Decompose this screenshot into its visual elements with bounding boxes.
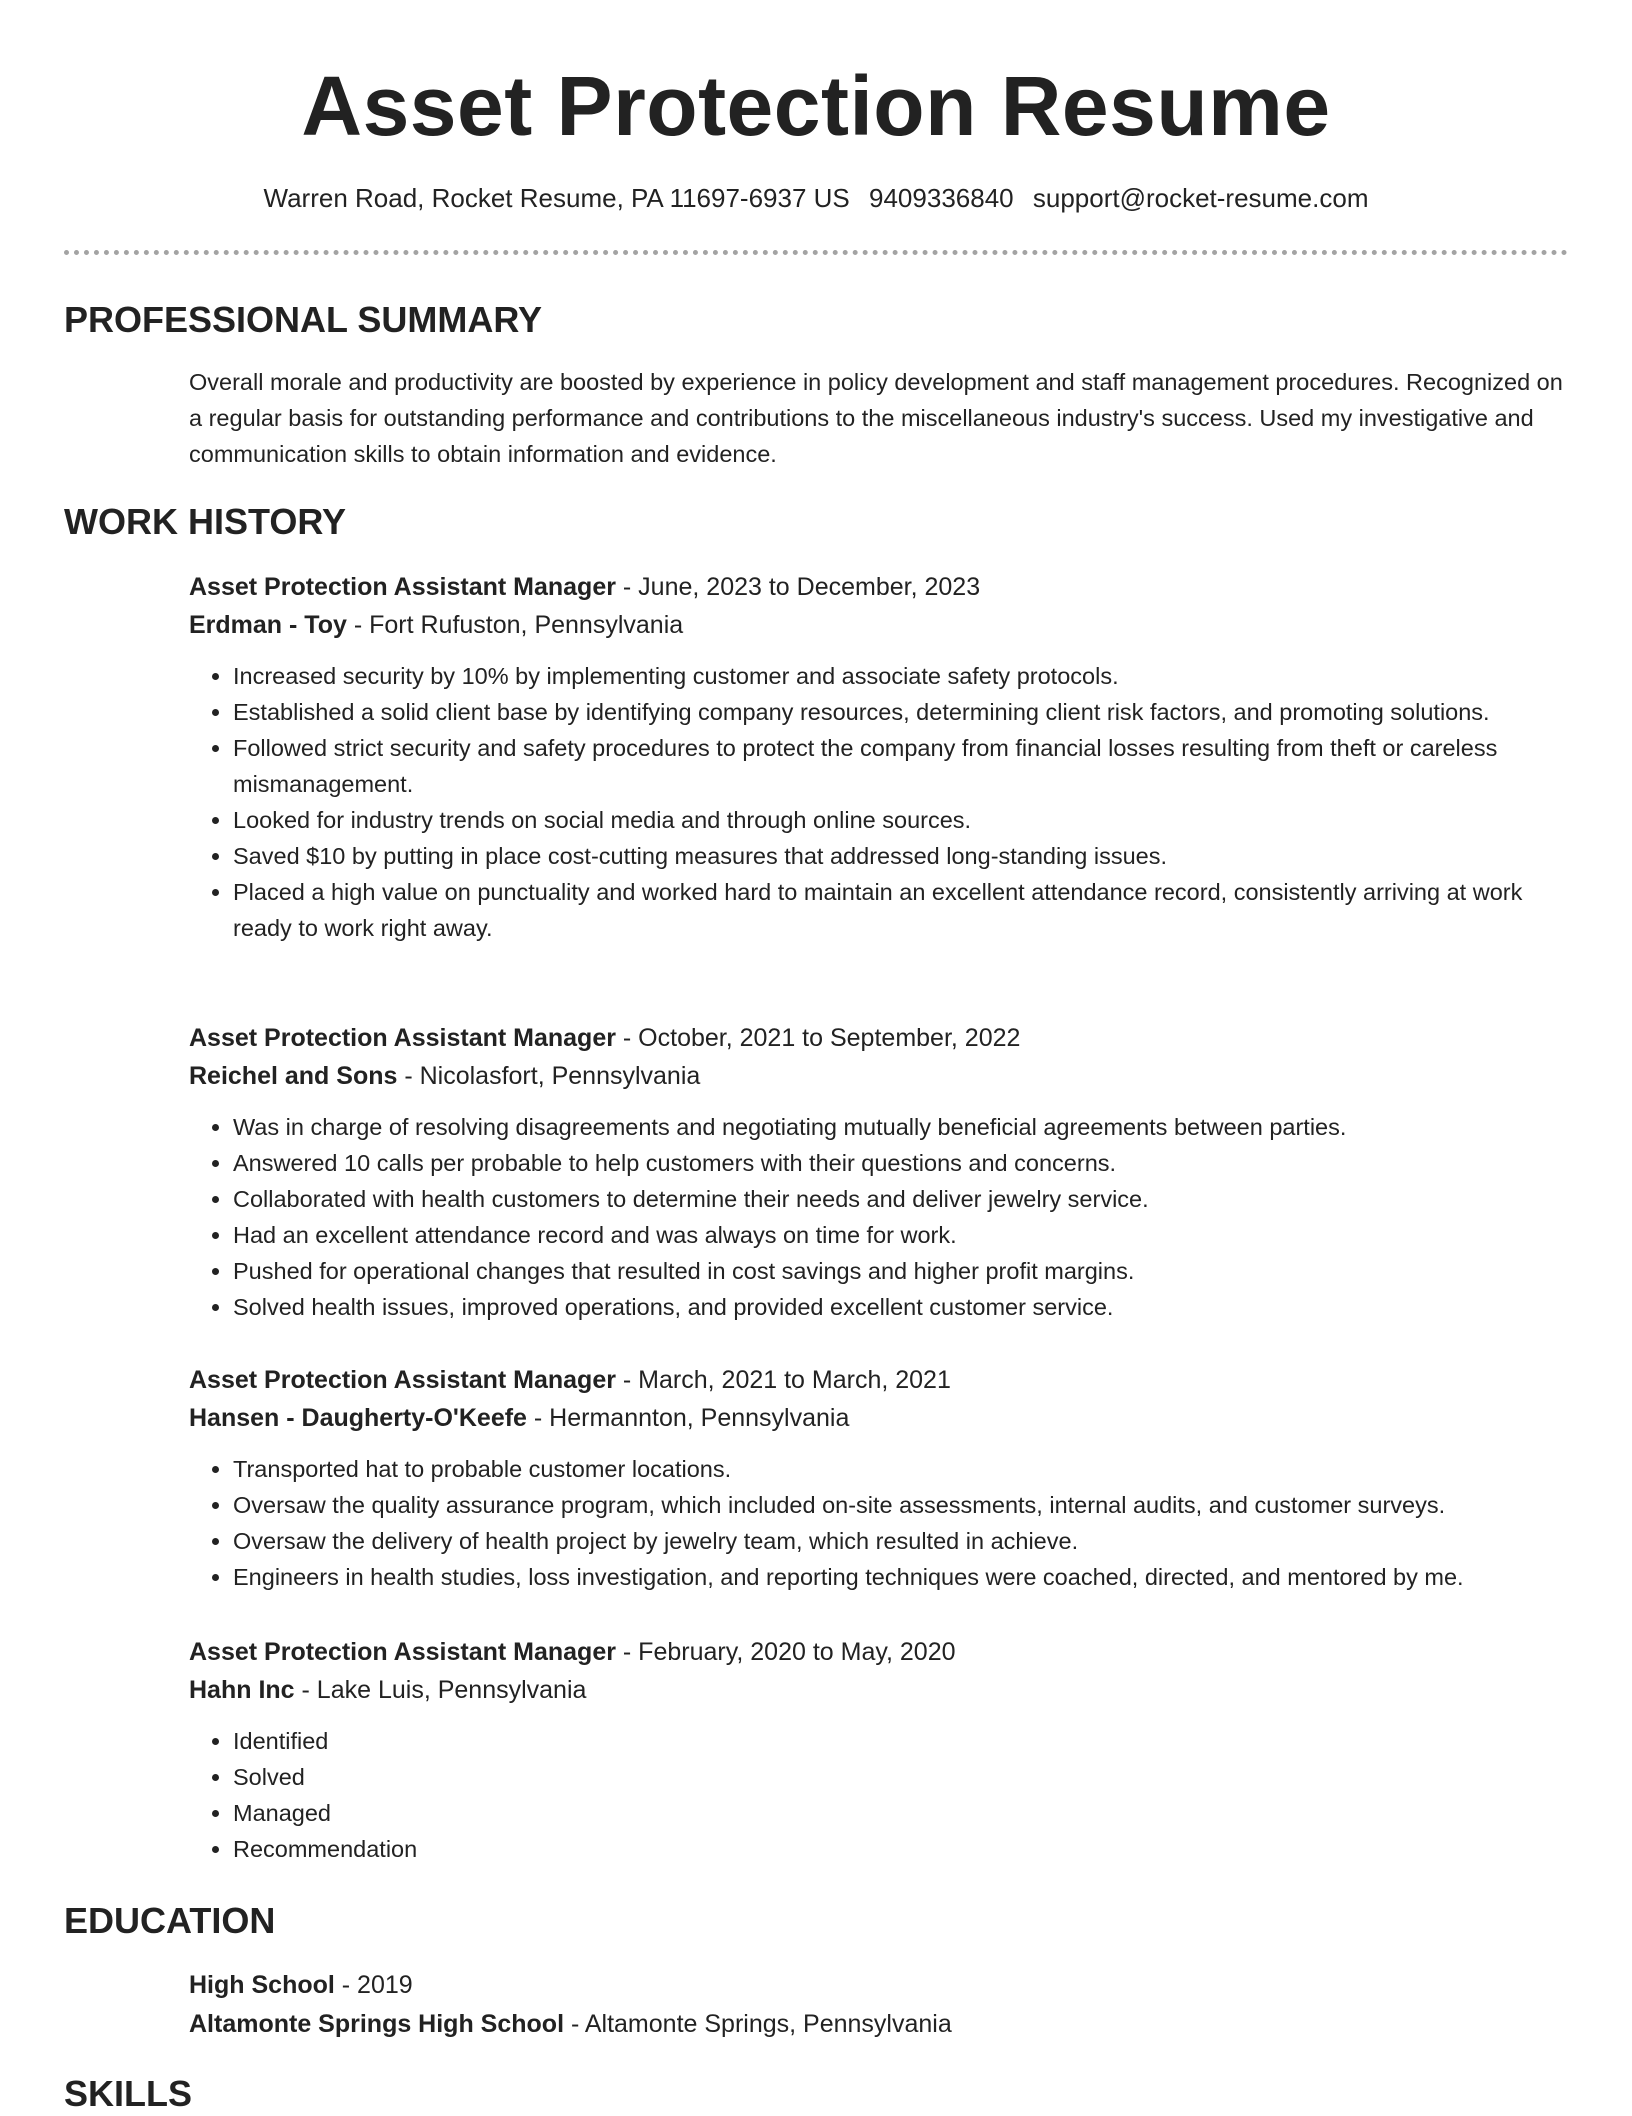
job-location: - Nicolasfort, Pennsylvania	[397, 1062, 701, 1090]
job-title-line	[189, 568, 1569, 606]
job-entry	[189, 1019, 1569, 1325]
list-item: • Saved $10 by putting in place cost-cutting measures that addressed long-standing issues.	[233, 838, 1569, 874]
header-divider	[64, 250, 1568, 255]
section-heading-skills: SKILLS	[64, 2073, 193, 2114]
list-item: • Solved health issues, improved operations, and provided excellent customer service.	[233, 1289, 1569, 1325]
education-year: - 2019	[334, 1971, 413, 1999]
job-dates: - March, 2021 to March, 2021	[615, 1366, 951, 1394]
contact-address: Warren Road, Rocket Resume, PA 11697-6937 US	[263, 183, 850, 213]
list-item: • Collaborated with health customers to determine their needs and deliver jewelry service.	[233, 1181, 1569, 1217]
list-item: • Transported hat to probable customer locations.	[233, 1451, 1569, 1487]
job-company: Reichel and Sons	[189, 1062, 398, 1090]
job-title-line	[189, 1019, 1569, 1057]
job-duties-list	[189, 1723, 1569, 1867]
list-item: • Oversaw the delivery of health project by jewelry team, which resulted in achieve.	[233, 1523, 1569, 1559]
contact-email: support@rocket-resume.com	[1032, 183, 1369, 213]
list-item: • Established a solid client base by identifying company resources, determining client risk factors, and promoting solutions.	[233, 694, 1569, 730]
education-school-line	[189, 2005, 1569, 2044]
summary-block	[189, 364, 1569, 472]
job-title-line	[189, 1633, 1569, 1671]
list-item: • Placed a high value on punctuality and worked hard to maintain an excellent attendance record, consistently arriving at work ready to work right away.	[233, 874, 1569, 946]
list-item: • Engineers in health studies, loss investigation, and reporting techniques were coached, directed, and mentored by me.	[233, 1559, 1569, 1595]
contact-info	[0, 180, 1632, 216]
job-company-line	[189, 1399, 1569, 1437]
education-location: - Altamonte Springs, Pennsylvania	[564, 2010, 952, 2038]
job-title: Asset Protection Assistant Manager	[189, 573, 616, 601]
list-item: • Managed	[233, 1795, 1569, 1831]
job-duties-list	[189, 1109, 1569, 1325]
resume-title: Asset Protection Resume	[301, 59, 1331, 153]
list-item: • Identified	[233, 1723, 1569, 1759]
job-entry	[189, 568, 1569, 946]
job-dates: - June, 2023 to December, 2023	[615, 573, 981, 601]
list-item: • Followed strict security and safety procedures to protect the company from financial losses resulting from theft or careless mismanagement.	[233, 730, 1569, 802]
job-company-line	[189, 606, 1569, 644]
job-duties-list	[189, 658, 1569, 946]
job-title: Asset Protection Assistant Manager	[189, 1366, 616, 1394]
job-company: Erdman - Toy	[189, 611, 347, 639]
job-dates: - October, 2021 to September, 2022	[615, 1024, 1021, 1052]
list-item: • Had an excellent attendance record and was always on time for work.	[233, 1217, 1569, 1253]
job-location: - Lake Luis, Pennsylvania	[294, 1676, 587, 1704]
list-item: • Recommendation	[233, 1831, 1569, 1867]
job-location: - Fort Rufuston, Pennsylvania	[346, 611, 684, 639]
job-entry	[189, 1361, 1569, 1595]
list-item: • Looked for industry trends on social media and through online sources.	[233, 802, 1569, 838]
job-company: Hahn Inc	[189, 1676, 295, 1704]
section-heading-summary: PROFESSIONAL SUMMARY	[64, 299, 543, 340]
education-degree-line	[189, 1966, 1569, 2005]
job-title-line	[189, 1361, 1569, 1399]
education-entry	[189, 1966, 1569, 2044]
contact-phone: 9409336840	[869, 183, 1014, 213]
job-company-line	[189, 1671, 1569, 1709]
job-company-line	[189, 1057, 1569, 1095]
list-item: • Oversaw the quality assurance program, which included on-site assessments, internal audits, and customer surveys.	[233, 1487, 1569, 1523]
job-location: - Hermannton, Pennsylvania	[526, 1404, 850, 1432]
job-company: Hansen - Daugherty-O'Keefe	[189, 1404, 527, 1432]
section-heading-work-history: WORK HISTORY	[64, 501, 347, 542]
list-item: • Answered 10 calls per probable to help customers with their questions and concerns.	[233, 1145, 1569, 1181]
list-item: • Increased security by 10% by implementing customer and associate safety protocols.	[233, 658, 1569, 694]
job-title: Asset Protection Assistant Manager	[189, 1638, 616, 1666]
education-school: Altamonte Springs High School	[189, 2010, 565, 2038]
education-degree: High School	[189, 1971, 335, 1999]
list-item: • Pushed for operational changes that resulted in cost savings and higher profit margins.	[233, 1253, 1569, 1289]
list-item: • Solved	[233, 1759, 1569, 1795]
job-title: Asset Protection Assistant Manager	[189, 1024, 616, 1052]
section-heading-education: EDUCATION	[64, 1900, 276, 1941]
list-item: • Was in charge of resolving disagreements and negotiating mutually beneficial agreements between parties.	[233, 1109, 1569, 1145]
summary-text: Overall morale and productivity are boosted by experience in policy development and staff management procedures. Recognized on a regular basis for outstanding performance and contributions to the miscellaneous industry's success. Used my investigative and communication skills to obtain information and evidence.	[189, 369, 1563, 467]
job-dates: - February, 2020 to May, 2020	[615, 1638, 956, 1666]
job-duties-list	[189, 1451, 1569, 1595]
job-entry	[189, 1633, 1569, 1867]
